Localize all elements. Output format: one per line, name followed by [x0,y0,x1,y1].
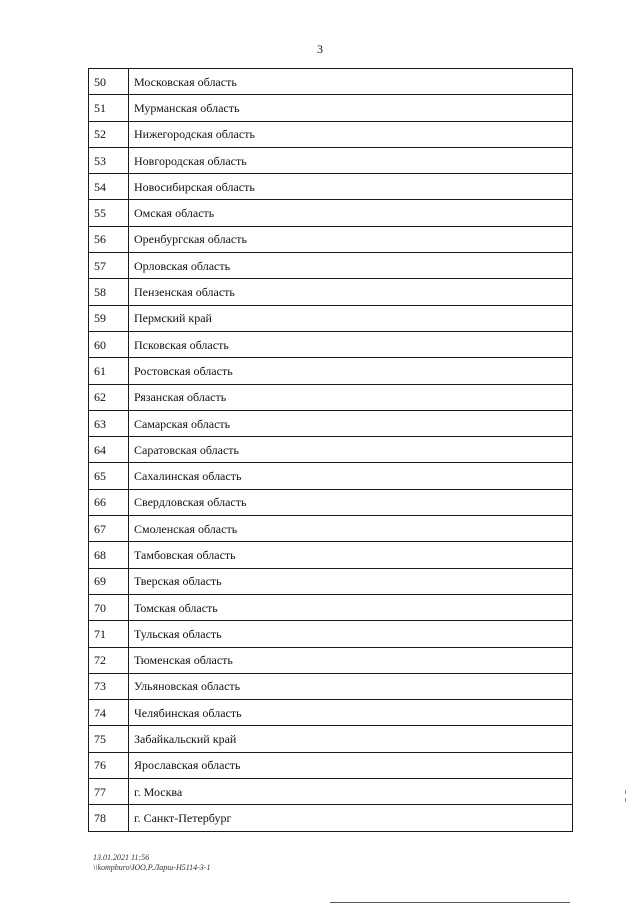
row-number-cell: 72 [89,647,129,673]
region-name-cell: Томская область [129,594,573,620]
region-name-cell: Саратовская область [129,437,573,463]
row-number-cell: 58 [89,279,129,305]
region-name-cell: Мурманская область [129,95,573,121]
table-row [89,69,573,95]
row-number-cell: 61 [89,358,129,384]
table-row [89,568,573,594]
table-row [89,437,573,463]
region-name-cell: Тверская область [129,568,573,594]
region-name-cell: Нижегородская область [129,121,573,147]
region-name-cell: Забайкальский край [129,726,573,752]
table-row [89,726,573,752]
row-number-cell: 54 [89,174,129,200]
table-row [89,121,573,147]
table-row [89,647,573,673]
region-name-cell: Свердловская область [129,489,573,515]
row-number-cell: 50 [89,69,129,95]
row-number-cell: 75 [89,726,129,752]
region-name-cell: Пермский край [129,305,573,331]
regions-table [88,68,573,832]
region-name-cell: Ульяновская область [129,673,573,699]
table-row [89,253,573,279]
table-row [89,542,573,568]
row-number-cell: 60 [89,331,129,357]
region-name-cell: Псковская область [129,331,573,357]
table-row [89,331,573,357]
row-number-cell: 67 [89,516,129,542]
row-number-cell: 74 [89,700,129,726]
table-row [89,516,573,542]
table-row [89,147,573,173]
region-name-cell: Оренбургская область [129,226,573,252]
table-row [89,200,573,226]
row-number-cell: 78 [89,805,129,831]
table-row [89,305,573,331]
row-number-cell: 57 [89,253,129,279]
document-footer-stamp [93,853,210,873]
region-name-cell: г. Санкт-Петербург [129,805,573,831]
regions-table-body [89,69,573,832]
region-name-cell: Омская область [129,200,573,226]
region-name-cell: Московская область [129,69,573,95]
table-row [89,700,573,726]
scan-edge-line [330,902,570,903]
row-number-cell: 65 [89,463,129,489]
table-row [89,95,573,121]
row-number-cell: 76 [89,752,129,778]
region-name-cell: Новосибирская область [129,174,573,200]
table-row [89,805,573,831]
row-number-cell: 64 [89,437,129,463]
row-number-cell: 77 [89,779,129,805]
region-name-cell: Рязанская область [129,384,573,410]
table-row [89,752,573,778]
scan-edge-mark [625,790,626,794]
row-number-cell: 59 [89,305,129,331]
table-row [89,279,573,305]
row-number-cell: 71 [89,621,129,647]
table-row [89,358,573,384]
region-name-cell: Пензенская область [129,279,573,305]
region-name-cell: Тюменская область [129,647,573,673]
table-row [89,463,573,489]
table-row [89,410,573,436]
region-name-cell: Челябинская область [129,700,573,726]
row-number-cell: 62 [89,384,129,410]
row-number-cell: 69 [89,568,129,594]
row-number-cell: 68 [89,542,129,568]
row-number-cell: 51 [89,95,129,121]
table-row [89,594,573,620]
row-number-cell: 63 [89,410,129,436]
row-number-cell: 55 [89,200,129,226]
region-name-cell: Орловская область [129,253,573,279]
table-row [89,621,573,647]
scan-edge-mark [625,798,626,802]
row-number-cell: 52 [89,121,129,147]
row-number-cell: 73 [89,673,129,699]
region-name-cell: Ярославская область [129,752,573,778]
row-number-cell: 56 [89,226,129,252]
row-number-cell: 53 [89,147,129,173]
table-row [89,226,573,252]
table-row [89,174,573,200]
region-name-cell: Новгородская область [129,147,573,173]
region-name-cell: Самарская область [129,410,573,436]
region-name-cell: Ростовская область [129,358,573,384]
row-number-cell: 70 [89,594,129,620]
page-number: 3 [317,42,323,56]
region-name-cell: Сахалинская область [129,463,573,489]
row-number-cell: 66 [89,489,129,515]
region-name-cell: Смоленская область [129,516,573,542]
table-row [89,673,573,699]
table-row [89,489,573,515]
table-row [89,779,573,805]
region-name-cell: г. Москва [129,779,573,805]
table-row [89,384,573,410]
region-name-cell: Тамбовская область [129,542,573,568]
region-name-cell: Тульская область [129,621,573,647]
footer-timestamp: 13.01.2021 11:56 [93,853,150,862]
footer-file-path: \\kompburo\ЮО.Р.Ларш-Н5114-3-1 [93,863,211,872]
